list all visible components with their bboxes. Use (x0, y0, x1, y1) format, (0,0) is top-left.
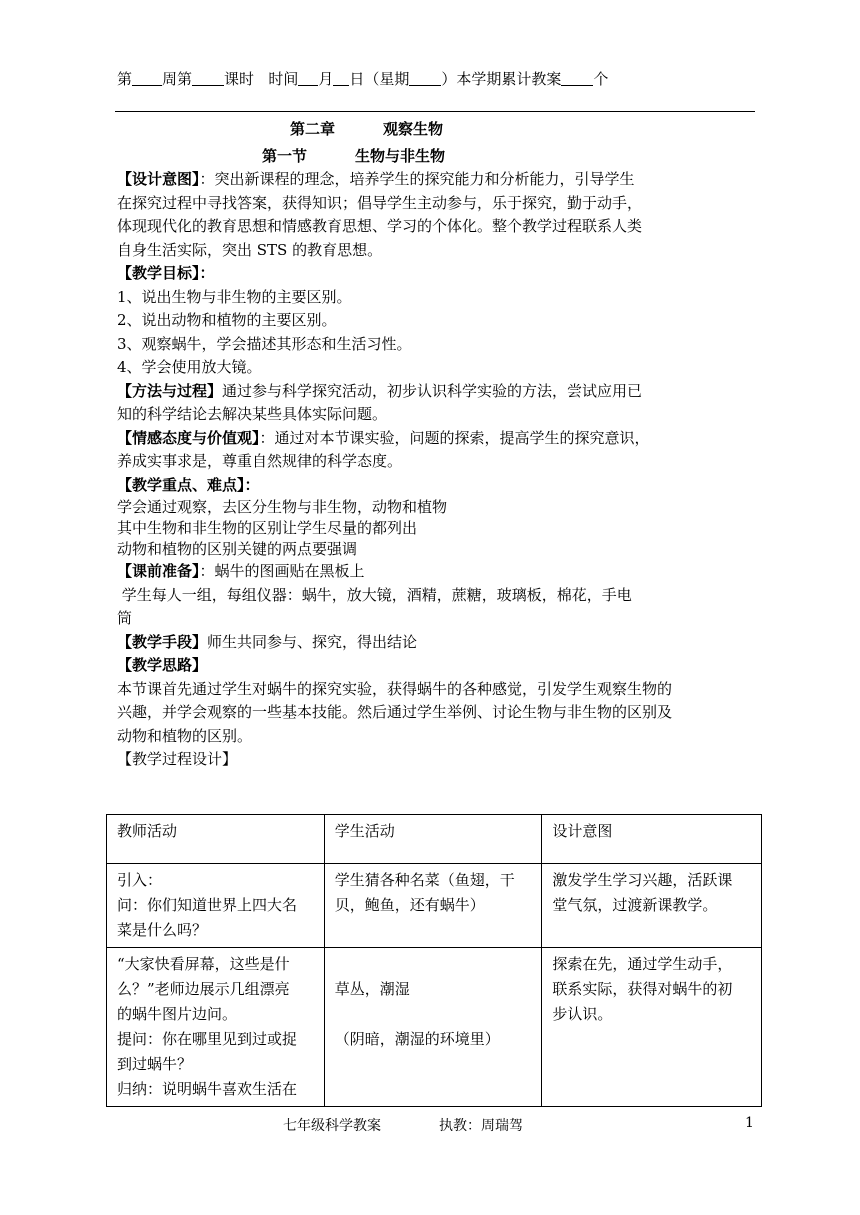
key-point-line: 动物和植物的区别关键的两点要强调 (117, 540, 358, 558)
student-cell: 草丛，潮湿 （阴暗，潮湿的环境里） (324, 948, 542, 1107)
chapter-number: 第二章 (290, 120, 336, 138)
footer-teacher: 执教：周瑞驾 (439, 1118, 523, 1134)
section-title (262, 145, 445, 166)
weekday-blank (409, 71, 441, 86)
table-row (107, 948, 762, 1107)
header-time-label: 时间 (268, 70, 299, 88)
design-intent-line-3: 体现现代化的教育思想和情感教育思想、学习的个体化。整个教学过程联系人类 (117, 217, 643, 235)
preparation-label: 【课前准备】 (117, 562, 200, 580)
month-blank (298, 71, 318, 86)
header-student: 学生活动 (324, 815, 542, 864)
key-point-line: 学会通过观察，去区分生物与非生物，动物和植物 (117, 498, 448, 516)
objective-item: 3、观察蜗牛，学会描述其形态和生活习性。 (117, 334, 412, 353)
header-teacher: 教师活动 (107, 815, 325, 864)
page-number: 1 (745, 1115, 754, 1131)
lesson-body (117, 168, 767, 772)
design-intent-line-1: 【设计意图】：突出新课程的理念，培养学生的探究能力和分析能力，引导学生 (117, 170, 635, 188)
header-intent: 设计意图 (542, 815, 762, 864)
header-period-label: 周第 (162, 70, 193, 88)
period-blank (192, 71, 224, 86)
means-label: 【教学手段】 (117, 632, 208, 651)
total-blank (561, 71, 593, 86)
method-label: 【方法与过程】 (117, 381, 223, 400)
week-blank (132, 71, 162, 86)
objective-item: 2、说出动物和植物的主要区别。 (117, 311, 337, 329)
key-point-line: 其中生物和非生物的区别让学生尽量的都列出 (117, 519, 418, 537)
header-total-label: ）本学期累计教案 (441, 70, 562, 88)
key-points-heading: 【教学重点、难点】： (117, 475, 260, 494)
teacher-cell: “大家快看屏幕，这些是什 么？”老师边展示几组漂亮 的蜗牛图片边问。 提问：你在哪里见到过或捉 到过蜗牛？ 归纳：说明蜗牛喜欢生活在 (107, 948, 325, 1107)
preparation-line-3: 筒 (117, 609, 133, 627)
emotion-line-1: 【情感态度与价值观】：通过对本节课实验，问题的探索，提高学生的探究意识， (117, 428, 650, 447)
header-rule (115, 111, 755, 112)
emotion-label: 【情感态度与价值观】 (117, 428, 260, 447)
approach-line: 兴趣，并学会观察的一些基本技能。然后通过学生举例、讨论生物与非生物的区别及 (117, 703, 673, 721)
section-number: 第一节 (262, 147, 308, 165)
teacher-cell: 引入： 问：你们知道世界上四大名 菜是什么吗？ (107, 864, 325, 948)
objective-item: 4、学会使用放大镜。 (117, 358, 262, 376)
header-lesson-label: 课时 (224, 70, 255, 88)
objective-item: 1、说出生物与非生物的主要区别。 (117, 287, 352, 306)
lesson-header (117, 68, 757, 89)
method-line-1: 【方法与过程】通过参与科学探究活动，初步认识科学实验的方法，尝试应用已 (117, 381, 643, 400)
emotion-line-2: 养成实事求是，尊重自然规律的科学态度。 (117, 452, 403, 470)
section-name: 生物与非生物 (355, 147, 446, 165)
design-intent-line-2: 在探究过程中寻找答案，获得知识；倡导学生主动参与，乐于探究，勤于动手， (117, 193, 643, 212)
intent-cell: 探索在先，通过学生动手， 联系实际，获得对蜗牛的初 步认识。 (542, 948, 762, 1107)
design-intent-label: 【设计意图】 (117, 170, 200, 188)
intent-cell: 激发学生学习兴趣，活跃课 堂气氛，过渡新课教学。 (542, 864, 762, 948)
header-unit-label: 个 (593, 70, 609, 88)
preparation-line-1: 【课前准备】：蜗牛的图画贴在黑板上 (117, 562, 365, 580)
process-heading: 【教学过程设计】 (117, 750, 238, 768)
process-table (106, 814, 762, 1107)
table-row (107, 864, 762, 948)
approach-line: 本节课首先通过学生对蜗牛的探究实验，获得蜗牛的各种感觉，引发学生观察生物的 (117, 679, 673, 698)
header-weekday-label: 日（星期 (349, 70, 410, 88)
table-header-row (107, 815, 762, 864)
preparation-line-2: 学生每人一组，每组仪器：蜗牛，放大镜，酒精，蔗糖，玻璃板，棉花，手电 (117, 585, 632, 604)
approach-line: 动物和植物的区别。 (117, 726, 253, 745)
design-intent-line-4: 自身生活实际，突出 STS 的教育思想。 (117, 240, 383, 259)
objectives-heading: 【教学目标】： (117, 264, 215, 282)
header-month-label: 月 (318, 70, 334, 88)
method-line-2: 知的科学结论去解决某些具体实际问题。 (117, 405, 388, 423)
page-footer (283, 1115, 523, 1135)
footer-course: 七年级科学教案 (283, 1118, 381, 1134)
day-blank (333, 71, 349, 86)
means-line: 【教学手段】师生共同参与、探究，得出结论 (117, 632, 418, 651)
header-week-label: 第 (117, 70, 133, 88)
approach-heading: 【教学思路】 (117, 656, 208, 674)
student-cell: 学生猜各种名菜（鱼翅，干 贝，鲍鱼，还有蜗牛） (324, 864, 542, 948)
chapter-name: 观察生物 (383, 120, 444, 138)
chapter-title (290, 118, 443, 139)
